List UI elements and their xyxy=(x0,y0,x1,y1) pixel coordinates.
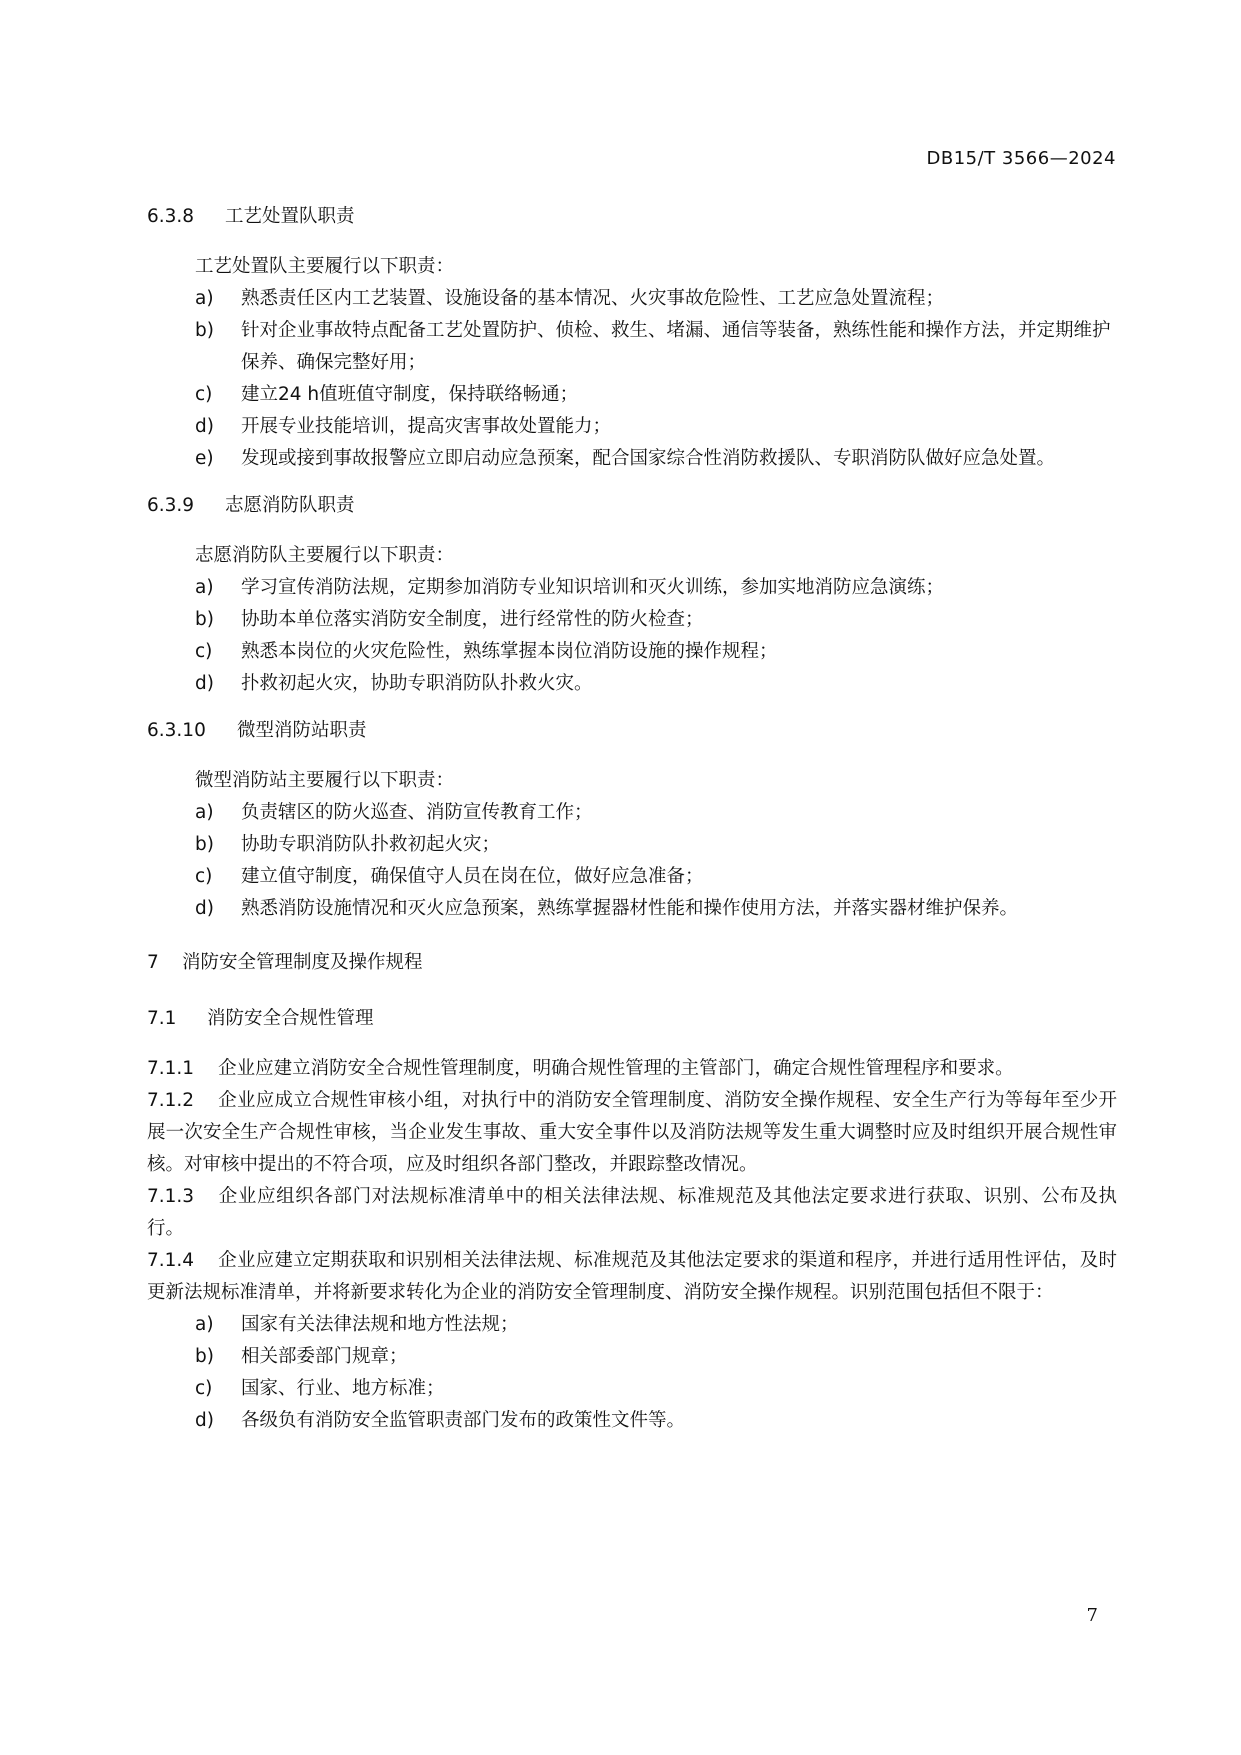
section-number: 6.3.9 xyxy=(147,495,195,516)
chapter-heading-7 xyxy=(147,949,1117,977)
item-text: 负责辖区的防火巡查、消防宣传教育工作； xyxy=(241,802,593,823)
duty-list-6-3-8 xyxy=(147,283,1117,475)
clause-text: 企业应成立合规性审核小组，对执行中的消防安全管理制度、消防安全操作规程、安全生产行为等每年至少开展一次安全生产合规性审核，当企业发生事故、重大安全事件以及消防法规等发生重大调整时应及时组织开展合规性审核。对审核中提出的不符合项，应及时组织各部门整改，并跟踪整改情况。 xyxy=(147,1090,1117,1175)
list-item xyxy=(147,1373,1117,1405)
clause-text: 企业应建立定期获取和识别相关法律法规、标准规范及其他法定要求的渠道和程序，并进行适用性评估，及时更新法规标准清单，并将新要求转化为企业的消防安全管理制度、消防安全操作规程。识别范围包括但不限于： xyxy=(147,1250,1117,1303)
list-item xyxy=(147,411,1117,443)
section-number: 6.3.10 xyxy=(147,720,206,741)
item-text: 熟悉消防设施情况和灭火应急预案，熟练掌握器材性能和操作使用方法，并落实器材维护保养。 xyxy=(241,898,1019,919)
document-body xyxy=(147,203,1117,1437)
section-title: 志愿消防队职责 xyxy=(225,495,355,516)
list-item xyxy=(147,572,1117,604)
document-code: DB15/T 3566—2024 xyxy=(926,148,1116,169)
clause-7-1-3 xyxy=(147,1181,1117,1245)
item-label: a) xyxy=(195,577,214,598)
list-item xyxy=(147,668,1117,700)
item-text: 国家、行业、地方标准； xyxy=(241,1378,445,1399)
item-label: c) xyxy=(195,1378,213,1399)
item-label: c) xyxy=(195,866,213,887)
item-label: b) xyxy=(195,1346,214,1367)
list-item xyxy=(147,893,1117,925)
section-title: 工艺处置队职责 xyxy=(225,206,355,227)
item-text: 相关部委部门规章； xyxy=(241,1346,408,1367)
item-label: e) xyxy=(195,448,214,469)
list-item xyxy=(147,604,1117,636)
clause-number: 7.1.2 xyxy=(147,1090,195,1111)
chapter-number: 7 xyxy=(147,952,159,973)
list-item xyxy=(147,1405,1117,1437)
list-item xyxy=(147,797,1117,829)
clause-number: 7.1.4 xyxy=(147,1250,195,1271)
list-item xyxy=(147,829,1117,861)
section-intro: 工艺处置队主要履行以下职责： xyxy=(195,256,455,277)
duty-list-6-3-10 xyxy=(147,797,1117,925)
section-heading-6-3-9 xyxy=(147,492,1117,520)
item-text: 扑救初起火灾，协助专职消防队扑救火灾。 xyxy=(241,673,593,694)
scope-list-7-1-4 xyxy=(147,1309,1117,1437)
clause-number: 7.1.1 xyxy=(147,1058,195,1079)
item-text: 发现或接到事故报警应立即启动应急预案，配合国家综合性消防救援队、专职消防队做好应急处置。 xyxy=(241,448,1056,469)
section-title: 消防安全合规性管理 xyxy=(207,1008,374,1029)
item-text: 开展专业技能培训，提高灾害事故处置能力； xyxy=(241,416,612,437)
section-heading-6-3-8 xyxy=(147,203,1117,231)
item-text: 协助专职消防队扑救初起火灾； xyxy=(241,834,501,855)
list-item xyxy=(147,861,1117,893)
list-item xyxy=(147,379,1117,411)
section-intro: 微型消防站主要履行以下职责： xyxy=(195,770,455,791)
item-text: 针对企业事故特点配备工艺处置防护、侦检、救生、堵漏、通信等装备，熟练性能和操作方法，并定期维护保养、确保完整好用； xyxy=(241,320,1111,373)
list-item xyxy=(147,1309,1117,1341)
item-label: b) xyxy=(195,609,214,630)
item-label: d) xyxy=(195,1410,214,1431)
clause-text: 企业应建立消防安全合规性管理制度，明确合规性管理的主管部门，确定合规性管理程序和要求。 xyxy=(218,1058,1014,1079)
section-title: 微型消防站职责 xyxy=(237,720,367,741)
item-text: 熟悉责任区内工艺装置、设施设备的基本情况、火灾事故危险性、工艺应急处置流程； xyxy=(241,288,945,309)
list-item xyxy=(147,283,1117,315)
item-label: d) xyxy=(195,898,214,919)
item-label: b) xyxy=(195,320,214,341)
item-label: c) xyxy=(195,641,213,662)
page-number: 7 xyxy=(1086,1605,1098,1626)
duty-list-6-3-9 xyxy=(147,572,1117,700)
clause-7-1-2 xyxy=(147,1085,1117,1181)
item-label: b) xyxy=(195,834,214,855)
list-item xyxy=(147,443,1117,475)
list-item xyxy=(147,636,1117,668)
clause-7-1-1 xyxy=(147,1053,1117,1085)
chapter-title: 消防安全管理制度及操作规程 xyxy=(182,952,423,973)
clause-text: 企业应组织各部门对法规标准清单中的相关法律法规、标准规范及其他法定要求进行获取、识别、公布及执行。 xyxy=(147,1186,1117,1239)
item-label: d) xyxy=(195,416,214,437)
item-text: 熟悉本岗位的火灾危险性，熟练掌握本岗位消防设施的操作规程； xyxy=(241,641,778,662)
section-number: 7.1 xyxy=(147,1008,177,1029)
section-heading-7-1 xyxy=(147,1005,1117,1033)
item-label: a) xyxy=(195,802,214,823)
section-intro: 志愿消防队主要履行以下职责： xyxy=(195,545,455,566)
item-label: a) xyxy=(195,1314,214,1335)
section-heading-6-3-10 xyxy=(147,717,1117,745)
item-text: 国家有关法律法规和地方性法规； xyxy=(241,1314,519,1335)
item-text: 学习宣传消防法规，定期参加消防专业知识培训和灭火训练，参加实地消防应急演练； xyxy=(241,577,945,598)
item-text: 各级负有消防安全监管职责部门发布的政策性文件等。 xyxy=(241,1410,686,1431)
item-text: 建立值守制度，确保值守人员在岗在位，做好应急准备； xyxy=(241,866,704,887)
list-item xyxy=(147,315,1117,379)
item-text: 协助本单位落实消防安全制度，进行经常性的防火检查； xyxy=(241,609,704,630)
clause-number: 7.1.3 xyxy=(147,1186,195,1207)
clause-7-1-4 xyxy=(147,1245,1117,1309)
item-text: 建立24 h值班值守制度，保持联络畅通； xyxy=(241,384,579,405)
list-item xyxy=(147,1341,1117,1373)
section-number: 6.3.8 xyxy=(147,206,195,227)
item-label: c) xyxy=(195,384,213,405)
item-label: a) xyxy=(195,288,214,309)
item-label: d) xyxy=(195,673,214,694)
